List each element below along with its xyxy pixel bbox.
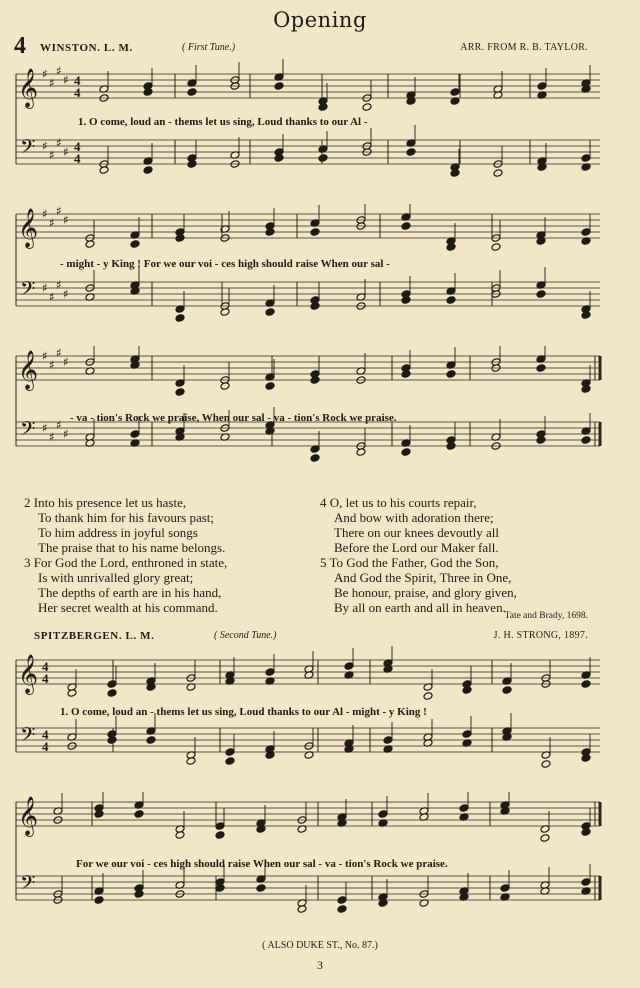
note-head [265, 382, 275, 391]
note-head [310, 454, 320, 463]
note-head [581, 754, 591, 763]
note-head [541, 760, 551, 769]
note-head [175, 314, 185, 323]
sharp-icon: ♯ [49, 216, 55, 230]
treble-clef-icon: 𝄞 [18, 796, 39, 836]
time-signature-top: 4 [74, 139, 81, 154]
tune1-lyric-line-1: 1. O come, loud an - thems let us sing, Loud thanks to our Al - [78, 116, 368, 128]
note-head [401, 370, 411, 379]
note-head [215, 822, 225, 831]
note-head [256, 884, 266, 893]
time-signature-bottom: 4 [42, 739, 49, 754]
tune1-name: WINSTON. L. M. [40, 42, 133, 54]
note-head [446, 243, 456, 252]
note-head [581, 878, 591, 887]
bass-staff [16, 422, 600, 446]
note-head [581, 828, 591, 837]
note-head [401, 448, 411, 457]
note-head [215, 831, 225, 840]
note-head [401, 296, 411, 305]
note-head [265, 668, 275, 677]
verses-left [24, 495, 227, 615]
sharp-icon: ♯ [49, 148, 55, 162]
sharp-icon: ♯ [42, 281, 48, 295]
note-head [378, 810, 388, 819]
tune2-note: ( Second Tune.) [214, 630, 277, 641]
note-head [143, 166, 153, 175]
note-head [502, 686, 512, 695]
note-head [143, 88, 153, 97]
verse-2: 2 Into his presence let us haste, To thank him for his favours past; To him address in joyful songs The praise that to his name belongs. [24, 495, 226, 555]
note-head [146, 736, 156, 745]
time-signature-top: 4 [42, 727, 49, 742]
note-head [401, 222, 411, 231]
bass-staff [16, 282, 600, 306]
sharp-icon: ♯ [42, 139, 48, 153]
note-head [493, 169, 503, 178]
note-head [265, 228, 275, 237]
sharp-icon: ♯ [56, 64, 62, 78]
note-head [85, 240, 95, 249]
treble-staff [16, 214, 600, 238]
note-head [220, 382, 230, 391]
page-number: 3 [317, 958, 323, 972]
note-head [537, 82, 547, 91]
tune1-system-2 [0, 204, 640, 340]
note-head [187, 88, 197, 97]
page-title: Opening [273, 8, 367, 32]
note-head [446, 296, 456, 305]
sharp-icon: ♯ [56, 278, 62, 292]
note-head [337, 896, 347, 905]
note-head [274, 82, 284, 91]
note-head [67, 689, 77, 698]
note-head [318, 103, 328, 112]
note-head [337, 905, 347, 914]
sharp-icon: ♯ [56, 346, 62, 360]
note-head [423, 692, 433, 701]
note-head [107, 680, 117, 689]
sharp-icon: ♯ [63, 145, 69, 159]
sharp-icon: ♯ [63, 73, 69, 87]
time-signature-bottom: 4 [42, 671, 49, 686]
note-head [446, 370, 456, 379]
note-head [446, 442, 456, 451]
note-head [220, 308, 230, 317]
note-head [215, 884, 225, 893]
tune2-lyric-line-2: For we our voi - ces high should raise When our sal - va - tion's Rock we praise. [76, 858, 448, 870]
note-head [225, 757, 235, 766]
note-head [107, 736, 117, 745]
sharp-icon: ♯ [56, 204, 62, 218]
note-head [175, 388, 185, 397]
note-head [536, 436, 546, 445]
time-signature-bottom: 4 [74, 85, 81, 100]
note-head [536, 290, 546, 299]
verse-3: 3 For God the Lord, enthroned in state, Is with unrivalled glory great; The depths of earth are in his hand, Her secret wealth at his command. [24, 555, 228, 615]
sharp-icon: ♯ [42, 67, 48, 81]
bass-clef-icon: 𝄢 [20, 417, 36, 445]
bass-staff [16, 876, 600, 900]
time-signature-top: 4 [74, 73, 81, 88]
note-head [356, 448, 366, 457]
footnote: ( ALSO DUKE ST., No. 87.) [262, 940, 378, 951]
sharp-icon: ♯ [63, 287, 69, 301]
note-head [450, 88, 460, 97]
tune2-name: SPITZBERGEN. L. M. [34, 630, 155, 642]
sharp-icon: ♯ [49, 430, 55, 444]
verses-right [320, 495, 517, 615]
verse-4: 4 O, let us to his courts repair, And bow with adoration there; There on our knees devoutly all Before the Lord our Maker fall. [320, 495, 499, 555]
note-head [310, 302, 320, 311]
note-head [134, 810, 144, 819]
note-head [297, 905, 307, 914]
treble-clef-icon: 𝄞 [18, 68, 39, 108]
note-head [500, 884, 510, 893]
tune1-note: ( First Tune.) [182, 42, 236, 53]
note-head [362, 103, 372, 112]
note-head [383, 736, 393, 745]
bass-staff [16, 728, 600, 752]
note-head [186, 757, 196, 766]
bass-clef-icon: 𝄢 [20, 277, 36, 305]
tune1-lyric-line-3: - va - tion's Rock we praise, When our sal - va - tion's Rock we praise. [70, 412, 397, 424]
note-head [581, 154, 591, 163]
note-head [130, 240, 140, 249]
note-head [581, 436, 591, 445]
hymn-number: 4 [14, 33, 26, 59]
tune2-credit: J. H. STRONG, 1897. [493, 630, 588, 641]
note-head [318, 154, 328, 163]
note-head [99, 166, 109, 175]
treble-clef-icon: 𝄞 [18, 208, 39, 248]
note-head [94, 810, 104, 819]
treble-staff [16, 356, 600, 380]
note-head [134, 890, 144, 899]
note-head [581, 385, 591, 394]
tune1-credit: ARR. FROM R. B. TAYLOR. [460, 42, 588, 53]
note-head [581, 680, 591, 689]
note-head [491, 243, 501, 252]
note-head [581, 311, 591, 320]
note-head [462, 686, 472, 695]
sharp-icon: ♯ [63, 427, 69, 441]
sharp-icon: ♯ [49, 290, 55, 304]
sharp-icon: ♯ [63, 213, 69, 227]
tune1-system-1 [0, 58, 640, 198]
verse-5: 5 To God the Father, God the Son, And God the Spirit, Three in One, Be honour, praise, and glory given, By all on earth and all in heaven. [320, 555, 517, 615]
note-head [450, 169, 460, 178]
note-head [265, 308, 275, 317]
note-head [459, 804, 469, 813]
treble-clef-icon: 𝄞 [18, 654, 39, 694]
note-head [406, 148, 416, 157]
note-head [94, 896, 104, 905]
note-head [462, 730, 472, 739]
sharp-icon: ♯ [42, 207, 48, 221]
bass-clef-icon: 𝄢 [20, 871, 36, 899]
note-head [344, 662, 354, 671]
note-head [175, 234, 185, 243]
note-head [310, 376, 320, 385]
note-head [225, 748, 235, 757]
note-head [107, 689, 117, 698]
time-signature-bottom: 4 [74, 151, 81, 166]
sharp-icon: ♯ [63, 355, 69, 369]
note-head [187, 160, 197, 169]
bass-clef-icon: 𝄢 [20, 135, 36, 163]
sharp-icon: ♯ [42, 349, 48, 363]
text-credit: Tate and Brady, 1698. [504, 611, 588, 621]
sharp-icon: ♯ [49, 76, 55, 90]
time-signature-top: 4 [42, 659, 49, 674]
sharp-icon: ♯ [49, 358, 55, 372]
bass-clef-icon: 𝄢 [20, 723, 36, 751]
sharp-icon: ♯ [56, 136, 62, 150]
note-head [175, 831, 185, 840]
note-head [274, 154, 284, 163]
treble-clef-icon: 𝄞 [18, 350, 39, 390]
sharp-icon: ♯ [42, 421, 48, 435]
note-head [540, 834, 550, 843]
tune2-lyric-line-1: 1. O come, loud an - thems let us sing, Loud thanks to our Al - might - y King ! [60, 706, 427, 718]
note-head [536, 364, 546, 373]
tune1-lyric-line-2: - might - y King ! For we our voi - ces high should raise When our sal - [60, 258, 390, 270]
note-head [581, 228, 591, 237]
note-head [310, 228, 320, 237]
note-head [130, 430, 140, 439]
sharp-icon: ♯ [56, 418, 62, 432]
